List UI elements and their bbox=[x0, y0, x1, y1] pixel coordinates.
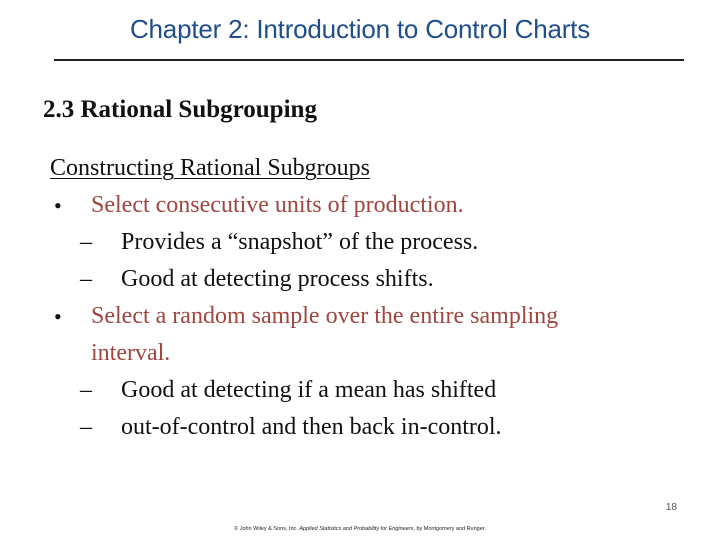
dash-marker: – bbox=[80, 377, 92, 403]
bullet-text: Select consecutive units of production. bbox=[91, 192, 464, 218]
slide-body bbox=[50, 150, 690, 446]
bullet-marker: • bbox=[54, 304, 62, 329]
sub-bullet-item bbox=[50, 224, 690, 261]
title-divider bbox=[54, 59, 684, 61]
bullet-continuation bbox=[50, 335, 690, 372]
bullet-item bbox=[50, 298, 690, 335]
bullet-item bbox=[50, 187, 690, 224]
bullet-text-continued: interval. bbox=[91, 340, 171, 366]
dash-marker: – bbox=[80, 414, 92, 440]
sub-bullet-item bbox=[50, 372, 690, 409]
sub-bullet-item bbox=[50, 409, 690, 446]
page-number: 18 bbox=[665, 502, 677, 513]
bullet-text: Select a random sample over the entire sampling bbox=[91, 303, 559, 329]
sub-bullet-text: Provides a “snapshot” of the process. bbox=[121, 229, 479, 255]
footer-book-title: Applied Statistics and Probability for Engineers bbox=[299, 526, 414, 532]
bullet-marker: • bbox=[54, 193, 62, 218]
section-heading: 2.3 Rational Subgrouping bbox=[43, 96, 317, 123]
sub-bullet-text: out-of-control and then back in-control. bbox=[121, 414, 502, 440]
sub-bullet-text: Good at detecting if a mean has shifted bbox=[121, 377, 497, 403]
footer-copyright: © John Wiley & Sons, Inc. bbox=[234, 526, 298, 532]
copyright-footer bbox=[0, 526, 720, 532]
content-heading: Constructing Rational Subgroups bbox=[50, 155, 370, 181]
dash-marker: – bbox=[80, 229, 92, 255]
sub-bullet-item bbox=[50, 261, 690, 298]
footer-authors: , by Montgomery and Runger. bbox=[413, 526, 486, 532]
dash-marker: – bbox=[80, 266, 92, 292]
sub-bullet-text: Good at detecting process shifts. bbox=[121, 266, 434, 292]
slide-title: Chapter 2: Introduction to Control Charts bbox=[129, 14, 591, 44]
